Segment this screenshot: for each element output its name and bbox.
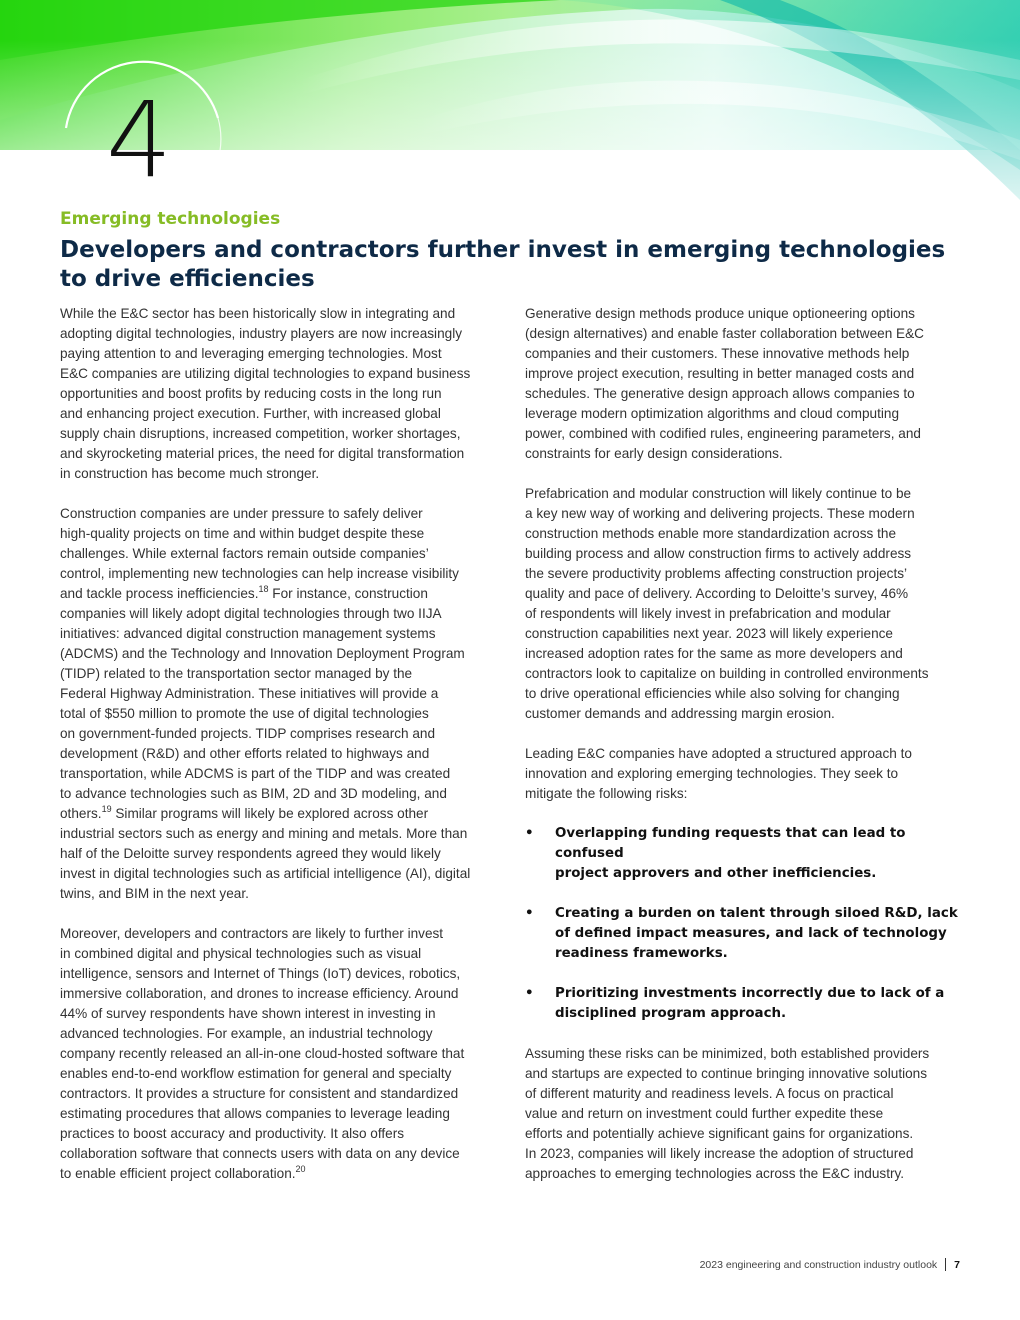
paragraph-lines: Moreover, developers and contractors are likely to further invest in combined digital and physical technologies such as visual intelligence, sensors and Internet of Things (IoT) devices, robotics, immersive collaboration, and drones to increase efficiency. Around 44% of survey respondents have shown interest in investing in advanced technologies. For example, an industrial technology company recently released an all-in-one cloud-hosted software that enables end-to-end workflow estimation for general and specialty contractors. It provides a structure for consistent and standardized estimating procedures that allows companies to leverage leading practices to boost accuracy and productivity. It also offers collaboration software that connects users with data on any device to enable efficient project collaboration. [60,926,465,1181]
paragraph-lines: companies will likely adopt digital technologies through two IIJA initiatives: advanced digital construction management systems (ADCMS) and the Technology and Innovation Deployment Program (TIDP) related to the transportation sector managed by the Federal Highway Administration. These initiatives will provide a total of $550 million to promote the use of digital technologies on government-funded projects. TIDP comprises research and development (R&D) and other efforts related to highways and transportation, while ADCMS is part of the TIDP and was created to advance technologies such as BIM, 2D and 3D modeling, and others. [60,606,465,821]
risk-item [525,984,971,1024]
page-number: 7 [954,1258,960,1271]
footnote-ref: 20 [295,1164,306,1174]
chapter-number: 4 [106,79,173,201]
bullet-icon: • [525,826,534,841]
page-headline: Developers and contractors further invest in emerging technologies to drive efficiencies [60,237,946,292]
risk-item [525,904,971,964]
paragraph-lines: industrial sectors such as energy and mining and metals. More than half of the Deloitte survey respondents agreed they would likely invest in digital technologies such as artificial intelligence (AI), digital twins, and BIM in the next year. [60,826,471,901]
footnote-ref: 18 [258,584,269,594]
right-column [525,304,971,1204]
paragraph-lines: Prefabrication and modular construction will likely continue to be a key new way of working and delivering projects. These modern construction methods enable more standardization across the building process and allow construction firms to actively address the severe productivity problems affecting construction projects’ quality and pace of delivery. According to Deloitte’s survey, 46% of respondents will likely invest in prefabrication and modular construction capabilities next year. 2023 will likely experience increased adoption rates for the same as more developers and contractors look to capitalize on building in controlled environments to drive operational efficiencies while also solving for changing customer demands and addressing margin erosion. [525,486,929,721]
footnote-ref: 19 [101,804,112,814]
paragraph-lines: Generative design methods produce unique optioneering options (design alternatives) and enable faster collaboration between E&C companies and their customers. These innovative methods help improve project execution, resulting in better managed costs and schedules. The generative design approach allows companies to leverage modern optimization algorithms and cloud computing power, combined with codified rules, engineering parameters, and constraints for early design considerations. [525,306,924,461]
paragraph-lines: Assuming these risks can be minimized, both established providers and startups are expected to continue bringing innovative solutions of different maturity and readiness levels. A focus on practical value and return on investment could further expedite these efforts and potentially achieve significant gains for organizations. In 2023, companies will likely increase the adoption of structured approaches to emerging technologies across the E&C industry. [525,1046,930,1181]
paragraph-combined-technologies [60,924,502,1184]
paragraph-text: Similar programs will likely be explored across other [111,806,429,821]
risk-text: Overlapping funding requests that can lead to confused project approvers and other inefficiencies. [555,826,906,881]
risk-text: Creating a burden on talent through siloed R&D, lack of defined impact measures, and lack of technology readiness frameworks. [555,906,958,961]
paragraph-iija-initiatives [60,504,502,904]
paragraph-lines: While the E&C sector has been historically slow in integrating and adopting digital technologies, industry players are now increasingly paying attention to and leveraging emerging technologies. Most E&C companies are utilizing digital technologies to expand business opportunities and boost profits by reducing costs in the long run and enhancing project execution. Further, with increased global supply chain disruptions, increased competition, worker shortages, and skyrocketing material prices, the need for digital transformation in construction has become much stronger. [60,306,471,481]
paragraph-structured-approach [525,744,971,804]
paragraph-digital-adoption [60,304,502,484]
bullet-icon: • [525,906,534,921]
paragraph-generative-design [525,304,971,464]
risk-text: Prioritizing investments incorrectly due to lack of a disciplined program approach. [555,986,945,1021]
paragraph-lines: Construction companies are under pressure to safely deliver high-quality projects on time and within budget despite these challenges. While external factors remain outside companies’ control, implementing new technologies can help increase visibility and tackle process inefficiencies. [60,506,459,601]
risk-list [525,824,971,1024]
risk-item [525,824,971,884]
paragraph-prefabrication [525,484,971,724]
footer-report-title: 2023 engineering and construction industry outlook [699,1258,938,1271]
paragraph-conclusion [525,1044,971,1184]
section-kicker: Emerging technologies [60,209,281,229]
paragraph-text: For instance, construction [268,586,428,601]
paragraph-lines: Leading E&C companies have adopted a structured approach to innovation and exploring emerging technologies. They seek to mitigate the following risks: [525,746,912,801]
left-column [60,304,502,1204]
footer-divider [945,1258,946,1271]
bullet-icon: • [525,986,534,1001]
page-footer [700,1258,960,1271]
